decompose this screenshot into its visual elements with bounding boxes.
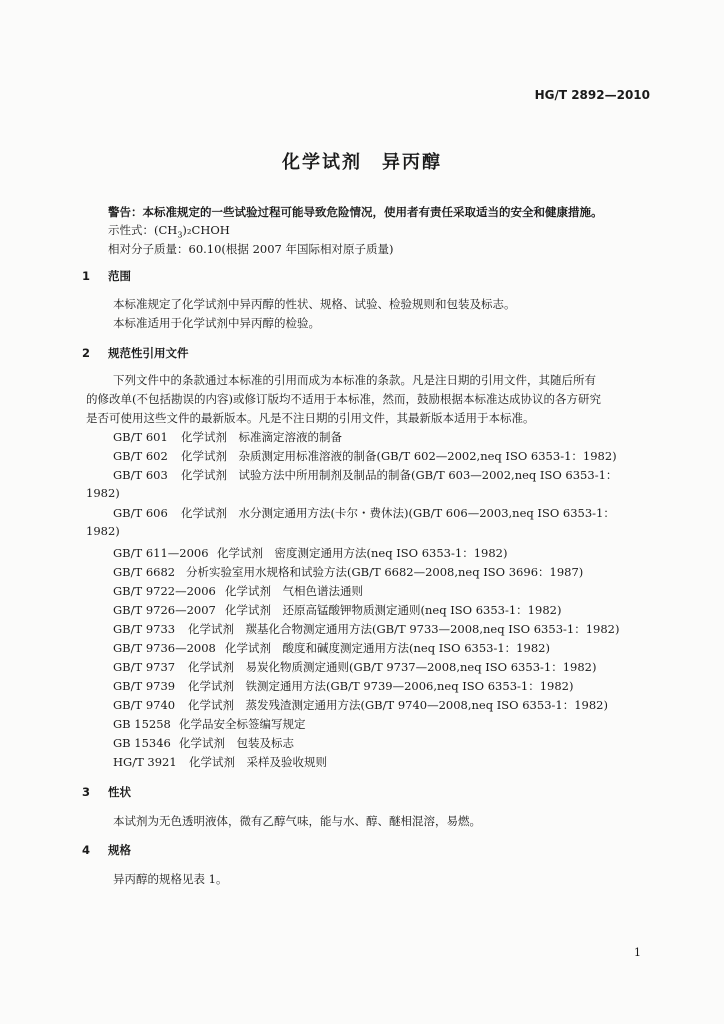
reference-item <box>113 697 608 713</box>
reference-text: 化学试剂 采样及验收规则 <box>189 755 327 769</box>
normative-intro-line: 下列文件中的条款通过本标准的引用而成为本标准的条款。凡是注日期的引用文件，其随后所有 <box>113 373 596 387</box>
reference-item <box>113 754 327 770</box>
reference-text: 化学试剂 蒸发残渣测定通用方法(GB/T 9740—2008,neq ISO 6353-1：1982) <box>188 698 608 712</box>
reference-item <box>113 735 294 751</box>
reference-code: GB/T 9736—2008 <box>113 641 216 655</box>
section-heading-properties <box>82 784 131 800</box>
reference-item <box>113 640 550 656</box>
reference-item <box>113 429 342 445</box>
reference-text: 化学试剂 试验方法中所用制剂及制品的制备(GB/T 603—2002,neq ISO 6353-1： <box>181 468 618 482</box>
reference-code: GB 15346 <box>113 736 171 750</box>
page-number: 1 <box>634 946 641 959</box>
specification-paragraph: 异丙醇的规格见表 1。 <box>113 872 228 886</box>
reference-text: 化学试剂 酸度和碱度测定通用方法(neq ISO 6353-1：1982) <box>225 641 550 655</box>
reference-text: 化学试剂 杂质测定用标准溶液的制备(GB/T 602—2002,neq ISO 6353-1：1982) <box>181 449 617 463</box>
reference-continuation: 1982) <box>86 486 120 500</box>
section-title: 规格 <box>108 843 131 857</box>
section-heading-specification <box>82 842 131 858</box>
reference-code: HG/T 3921 <box>113 755 177 769</box>
reference-item <box>113 545 507 561</box>
reference-code: GB/T 9722—2006 <box>113 584 216 598</box>
formula-prefix: 示性式：(CH <box>108 223 178 237</box>
reference-item <box>113 716 306 732</box>
reference-text: 化学试剂 气相色谱法通则 <box>225 584 363 598</box>
structural-formula <box>108 222 230 239</box>
normative-intro-line: 的修改单(不包括勘误的内容)或修订版均不适用于本标准，然而，鼓励根据本标准达成协议的各方研究 <box>86 392 601 406</box>
section-number: 3 <box>82 785 91 799</box>
reference-text: 化学试剂 铁测定通用方法(GB/T 9739—2006,neq ISO 6353-1：1982) <box>188 679 574 693</box>
normative-intro-line: 是否可使用这些文件的最新版本。凡是不注日期的引用文件，其最新版本适用于本标准。 <box>86 411 535 425</box>
reference-code: GB/T 602 <box>113 449 168 463</box>
reference-code: GB 15258 <box>113 717 171 731</box>
section-number: 2 <box>82 346 91 360</box>
scope-paragraph: 本标准适用于化学试剂中异丙醇的检验。 <box>113 316 320 330</box>
reference-code: GB/T 9737 <box>113 660 176 674</box>
reference-text: 分析实验室用水规格和试验方法(GB/T 6682—2008,neq ISO 3696：1987) <box>186 565 584 579</box>
reference-item <box>113 678 573 694</box>
reference-text: 化学试剂 易炭化物质测定通则(GB/T 9737—2008,neq ISO 6353-1：1982) <box>188 660 597 674</box>
reference-item <box>113 467 617 483</box>
molecular-mass: 相对分子质量：60.10(根据 2007 年国际相对原子质量) <box>108 242 394 256</box>
document-title: 化学试剂 异丙醇 <box>282 152 442 173</box>
reference-item <box>113 621 619 637</box>
reference-text: 化学试剂 还原高锰酸钾物质测定通则(neq ISO 6353-1：1982) <box>225 603 562 617</box>
safety-warning: 警告：本标准规定的一些试验过程可能导致危险情况，使用者有责任采取适当的安全和健康措施。 <box>108 205 603 219</box>
reference-item <box>113 564 583 580</box>
reference-item <box>113 505 615 521</box>
reference-code: GB/T 606 <box>113 506 168 520</box>
section-title: 性状 <box>108 785 131 799</box>
reference-code: GB/T 9739 <box>113 679 176 693</box>
standard-code: HG/T 2892—2010 <box>534 88 650 102</box>
section-number: 4 <box>82 843 91 857</box>
reference-continuation: 1982) <box>86 524 120 538</box>
reference-code: GB/T 6682 <box>113 565 176 579</box>
reference-text: 化学试剂 羰基化合物测定通用方法(GB/T 9733—2008,neq ISO 6353-1：1982) <box>188 622 620 636</box>
section-heading-normative-references <box>82 345 189 361</box>
reference-text: 化学试剂 包装及标志 <box>179 736 294 750</box>
reference-item <box>113 448 617 464</box>
reference-code: GB/T 611—2006 <box>113 546 209 560</box>
scope-paragraph: 本标准规定了化学试剂中异丙醇的性状、规格、试验、检验规则和包装及标志。 <box>113 297 516 311</box>
reference-code: GB/T 9740 <box>113 698 176 712</box>
reference-text: 化学品安全标签编写规定 <box>179 717 306 731</box>
reference-code: GB/T 601 <box>113 430 168 444</box>
reference-code: GB/T 603 <box>113 468 168 482</box>
reference-code: GB/T 9726—2007 <box>113 603 216 617</box>
formula-suffix: )₂CHOH <box>182 223 230 237</box>
section-title: 范围 <box>108 269 131 283</box>
formula-subscript: 3 <box>177 230 183 240</box>
reference-text: 化学试剂 密度测定通用方法(neq ISO 6353-1：1982) <box>217 546 508 560</box>
reference-text: 化学试剂 标准滴定溶液的制备 <box>181 430 342 444</box>
reference-item <box>113 602 561 618</box>
section-number: 1 <box>82 269 91 283</box>
reference-item <box>113 659 596 675</box>
reference-text: 化学试剂 水分测定通用方法(卡尔・费休法)(GB/T 606—2003,neq ISO 6353-1： <box>181 506 615 520</box>
reference-code: GB/T 9733 <box>113 622 176 636</box>
reference-item <box>113 583 363 599</box>
section-heading-scope <box>82 268 131 284</box>
section-title: 规范性引用文件 <box>108 346 189 360</box>
properties-paragraph: 本试剂为无色透明液体，微有乙醇气味，能与水、醇、醚相混溶，易燃。 <box>113 814 481 828</box>
